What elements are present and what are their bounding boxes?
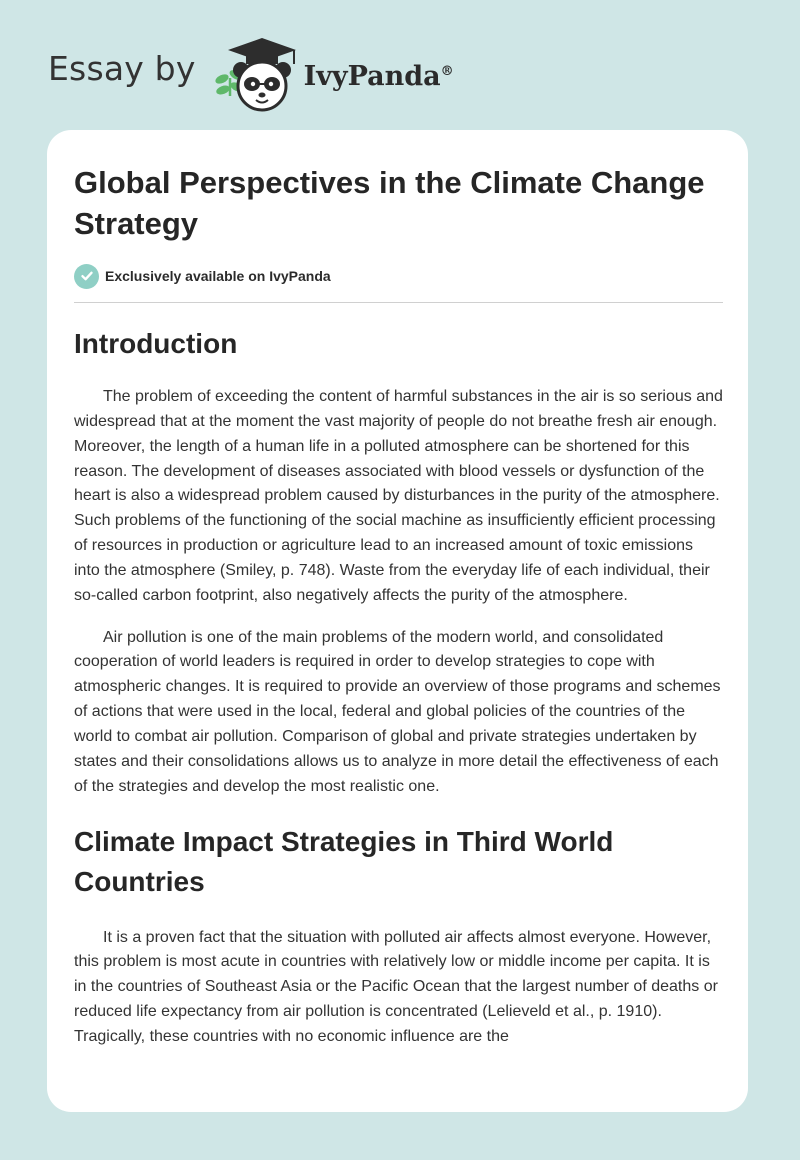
exclusive-badge bbox=[74, 262, 723, 290]
section-heading-introduction: Introduction bbox=[74, 328, 238, 359]
divider bbox=[74, 302, 723, 303]
panda-logo-icon[interactable] bbox=[210, 34, 302, 114]
section-heading-third-world: Climate Impact Strategies in Third World Countries bbox=[74, 825, 614, 897]
exclusive-badge-text: Exclusively available on IvyPanda bbox=[105, 268, 331, 284]
check-circle-icon bbox=[74, 264, 99, 289]
paragraph: Air pollution is one of the main problems of the modern world, and consolidated cooperation of world leaders is required in order to develop strategies to cope with atmospheric changes. It is required to provide an overview of those programs and schemes of actions that were used in the local, federal and global policies of the countries of the world to combat air pollution. Comparison of global and private strategies undertaken by states and their consolidations allows us to analyze in more detail the effectiveness of each of the strategies and develop the most realistic one. bbox=[74, 628, 721, 795]
brand-name[interactable] bbox=[304, 61, 454, 92]
paragraph: The problem of exceeding the content of harmful substances in the air is so serious and widespread that at the moment the vast majority of people do not breathe fresh air enough. Moreover, the length of a human life in a polluted atmosphere can be shortened for this reason. The development of diseases associated with blood vessels or dysfunction of the heart is also a widespread problem caused by disturbances in the purity of the atmosphere. Such problems of the functioning of the social machine as insufficiently efficient processing of resources in production or agriculture lead to an increased amount of toxic emissions into the atmosphere (Smiley, p. 748). Waste from the everyday life of each individual, their so-called carbon footprint, also negatively affects the purity of the atmosphere. bbox=[74, 388, 723, 604]
paragraph: It is a proven fact that the situation with polluted air affects almost everyone. However, this problem is most acute in countries with relatively low or middle income per capita. It is in the countries of Southeast Asia or the Pacific Ocean that the largest number of deaths or reduced life expectancy from air pollution is concentrated (Lelieveld et al., p. 1910). Tragically, these countries with no economic influence are the bbox=[74, 928, 718, 1045]
essay-by-label: Essay by bbox=[48, 48, 196, 88]
essay-content bbox=[74, 162, 723, 1050]
registered-mark: ® bbox=[440, 63, 454, 79]
site-header bbox=[48, 34, 548, 114]
brand-text: IvyPanda bbox=[303, 60, 441, 92]
essay-card bbox=[47, 130, 748, 1112]
page-title: Global Perspectives in the Climate Change Strategy bbox=[74, 165, 705, 241]
